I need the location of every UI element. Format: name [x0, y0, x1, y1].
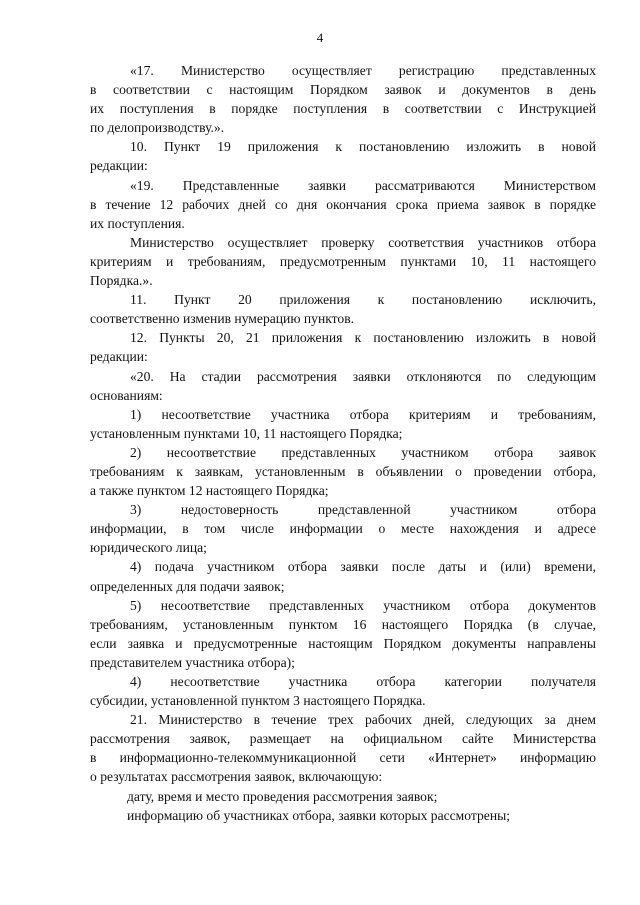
text-line: их поступления. [90, 215, 185, 231]
text-line: 21. Министерство в течение трех рабочих дней, следующих за днем [130, 712, 596, 728]
text-line: рассмотрения заявок, размещает на официальном сайте Министерства [90, 731, 596, 747]
text-line: субсидии, установленной пунктом 3 настоящего Порядка. [90, 693, 426, 709]
text-line: основаниям: [90, 387, 163, 403]
text-line: требованиям к заявкам, установленным в объявлении о проведении отбора, [90, 463, 596, 479]
text-line: 4) подача участником отбора заявки после даты и (или) времени, [130, 559, 596, 575]
page-number: 4 [316, 30, 324, 45]
text-line: редакции: [90, 158, 148, 174]
text-line: Министерство осуществляет проверку соответствия участников отбора [130, 234, 596, 250]
text-line: 10. Пункт 19 приложения к постановлению изложить в новой [130, 139, 596, 155]
text-line: в соответствии с настоящим Порядком заявок и документов в день [90, 82, 596, 98]
text-line: 4) несоответствие участника отбора категории получателя [130, 674, 596, 689]
text-line: а также пунктом 12 настоящего Порядка; [90, 483, 329, 499]
text-line: установленным пунктами 10, 11 настоящего Порядка; [90, 425, 403, 441]
text-line: Порядка.». [90, 273, 153, 289]
text-line: дату, время и место проведения рассмотрения заявок; [127, 788, 438, 804]
text-line: определенных для подачи заявок; [90, 578, 285, 594]
text-line: 11. Пункт 20 приложения к постановлению исключить, [130, 292, 596, 308]
text-line: 3) недостоверность представленной участником отбора [130, 502, 596, 518]
text-line: соответственно изменив нумерацию пунктов. [90, 311, 355, 327]
text-line: «20. На стадии рассмотрения заявки отклоняются по следующим [130, 368, 596, 384]
text-line: информации, в том числе информации о месте нахождения и адресе [90, 521, 596, 537]
text-line: информацию об участниках отбора, заявки которых рассмотрены; [127, 807, 511, 823]
text-line: «17. Министерство осуществляет регистрацию представленных [130, 63, 596, 78]
text-line: о результатах рассмотрения заявок, включающую: [90, 769, 383, 785]
text-line: в информационно-телекоммуникационной сети «Интернет» информацию [90, 750, 596, 766]
document-body [90, 61, 596, 825]
text-line: «19. Представленные заявки рассматриваются Министерством [130, 177, 596, 193]
text-line: критериям и требованиям, предусмотренным пунктами 10, 11 настоящего [90, 253, 596, 269]
text-line: их поступления в порядке поступления в соответствии с Инструкцией [90, 101, 596, 117]
text-line: в течение 12 рабочих дней со дня окончания срока приема заявок в порядке [90, 196, 596, 212]
text-line: редакции: [90, 349, 148, 365]
text-line: 2) несоответствие представленных участником отбора заявок [130, 444, 596, 460]
text-line: если заявка и предусмотренные настоящим Порядком документы направлены [90, 635, 596, 651]
text-line: требованиям, установленным пунктом 16 настоящего Порядка (в случае, [90, 616, 596, 632]
text-line: юридического лица; [90, 540, 207, 556]
text-line: 12. Пункты 20, 21 приложения к постановлению изложить в новой [130, 330, 596, 346]
text-line: представителем участника отбора); [90, 654, 295, 670]
text-line: 1) несоответствие участника отбора критериям и требованиям, [130, 406, 596, 422]
text-line: по делопроизводству.». [90, 120, 225, 136]
text-line: 5) несоответствие представленных участником отбора документов [130, 597, 596, 613]
